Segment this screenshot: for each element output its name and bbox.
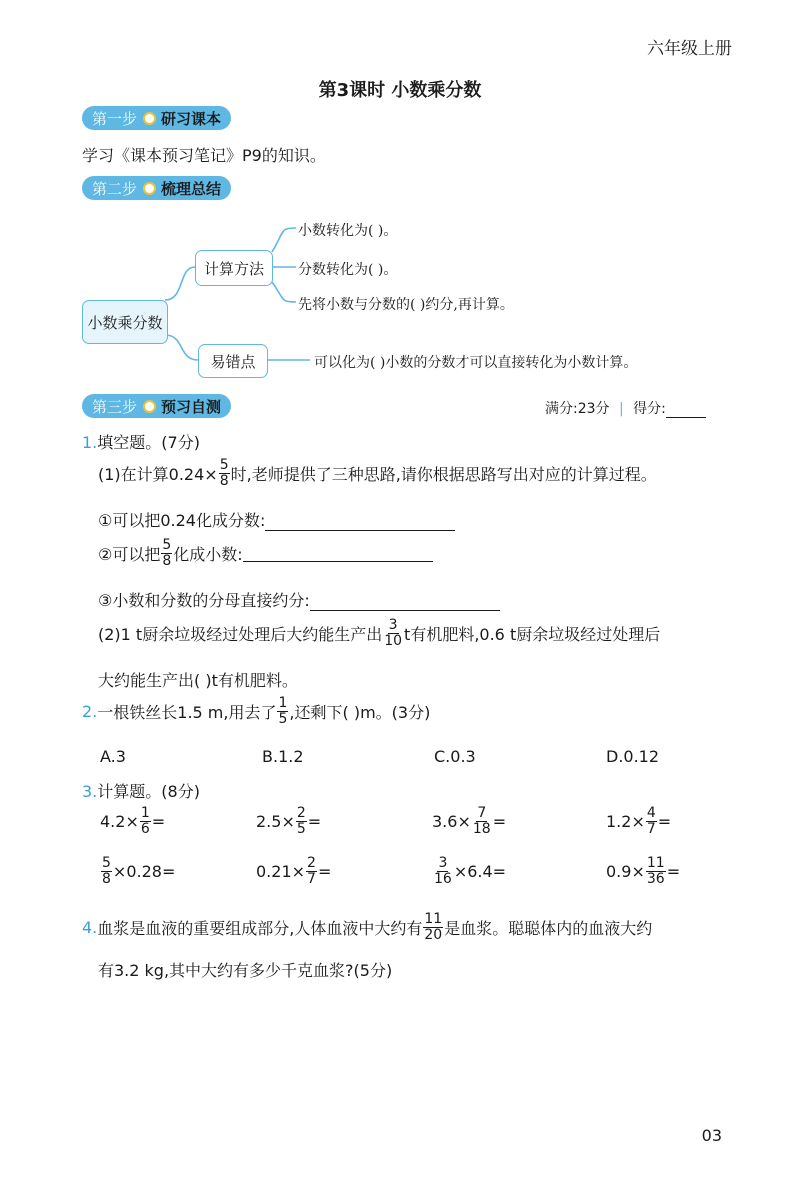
q2-option-d[interactable]: D.0.12 [606,747,660,766]
q1-part2-text: (2)1 t厨余垃圾经过处理后大约能生产出 [98,625,383,645]
q4-text: 血浆是血液的重要组成部分,人体血液中大约有 [97,919,423,939]
calc-prefix: 0.21× [256,862,306,882]
mindmap-method-3: 先将小数与分数的( )约分,再计算。 [298,297,514,313]
numerator: 3 [388,617,398,633]
denominator: 8 [162,553,172,570]
calc-suffix: ×0.28= [112,862,176,882]
q2-text: 一根铁丝长1.5 m,用去了 [97,703,277,723]
score-divider: | [618,401,624,417]
numerator: 11 [424,911,443,927]
mindmap-node-error: 易错点 [198,344,268,378]
calc-item [432,856,506,888]
step1-text: 学习《课本预习笔记》P9的知识。 [82,146,326,165]
q4-question [82,912,652,944]
score-got-label: 得分: [633,401,666,417]
step1-label: 第一步 [92,109,138,128]
grade-label: 六年级上册 [647,39,732,59]
denominator: 5 [296,821,306,838]
calc-item [100,806,165,838]
calc-suffix: = [657,812,672,832]
answer-blank[interactable] [310,594,500,611]
numerator: 5 [162,537,172,553]
denominator: 16 [434,871,452,888]
fraction [296,806,307,838]
calc-suffix: = [666,862,681,882]
q2-text-2: ,还剩下( )m。(3分) [289,703,431,723]
full-score: 满分:23分 [545,401,610,417]
q1-part2 [98,618,660,650]
q1-title-text: 填空题。(7分) [97,433,200,452]
calc-prefix: 1.2× [606,812,645,832]
q1-option3-text: ③小数和分数的分母直接约分: [98,591,310,610]
q1-part2-text-2: t有机肥料,0.6 t厨余垃圾经过处理后 [404,625,661,645]
numerator: 7 [477,805,487,821]
calc-suffix: = [317,862,332,882]
denominator: 18 [472,821,491,838]
numerator: 11 [646,855,665,871]
step2-label: 第二步 [92,179,138,198]
q3-row-1 [0,806,800,850]
calc-item [606,806,671,838]
mindmap-node-method: 计算方法 [195,250,273,286]
q2-question [82,696,430,728]
q1-title [82,430,200,453]
calc-item [606,856,680,888]
step1-name: 研习课本 [161,109,222,128]
page-number: 03 [701,1126,722,1145]
q3-title-text: 计算题。(8分) [97,782,200,801]
fraction [306,856,317,888]
calc-item [256,856,331,888]
numerator: 1 [278,695,288,711]
fraction [383,618,403,650]
lesson-title: 第3课时 小数乘分数 [318,80,482,101]
q4-text-2: 是血浆。聪聪体内的血液大约 [444,919,653,939]
q4-number: 4. [82,918,98,938]
calc-prefix: 3.6× [432,812,471,832]
calc-prefix: 0.9× [606,862,645,882]
answer-blank[interactable] [243,545,433,562]
denominator: 6 [140,821,150,838]
denominator: 36 [646,871,665,888]
fraction [646,806,657,838]
q1-part1-text-2: 时,老师提供了三种思路,请你根据思路写出对应的计算过程。 [230,465,657,485]
calc-item [432,806,506,838]
score-blank[interactable] [666,401,706,418]
denominator: 10 [384,633,403,650]
step3-name: 预习自测 [161,397,222,416]
numerator: 2 [307,855,316,871]
denominator: 8 [219,473,229,490]
bullet-icon [143,400,156,413]
numerator: 5 [219,457,229,473]
numerator: 5 [102,855,111,871]
q2-option-c[interactable]: C.0.3 [434,747,476,766]
mindmap-error-1: 可以化为( )小数的分数才可以直接转化为小数计算。 [314,355,638,371]
q1-number: 1. [82,433,98,452]
fraction [161,538,172,570]
calc-prefix: 2.5× [256,812,295,832]
step2-name: 梳理总结 [161,179,222,198]
fraction [140,806,151,838]
fraction [101,856,112,888]
calc-suffix: = [307,812,322,832]
q2-number: 2. [82,702,98,722]
mindmap-center: 小数乘分数 [82,300,168,344]
fraction [219,458,230,490]
q3-number: 3. [82,782,98,801]
numerator: 1 [140,805,150,821]
q1-option2 [98,538,433,570]
denominator: 8 [102,871,111,888]
fraction [472,806,492,838]
q4-line2: 有3.2 kg,其中大约有多少千克血浆?(5分) [98,961,393,980]
calc-prefix: 4.2× [100,812,139,832]
denominator: 20 [424,927,443,944]
numerator: 4 [646,805,656,821]
q1-option2-text-2: 化成小数: [173,545,243,565]
denominator: 5 [278,711,288,728]
q2-option-b[interactable]: B.1.2 [262,747,304,766]
mindmap-method-2: 分数转化为( )。 [298,262,398,278]
denominator: 7 [307,871,316,888]
answer-blank[interactable] [265,514,455,531]
denominator: 7 [646,821,656,838]
q3-row-2 [0,856,800,900]
q1-option1 [98,508,455,531]
step3-label: 第三步 [92,397,138,416]
calc-item [256,806,321,838]
numerator: 3 [438,855,448,871]
q1-option2-text: ②可以把 [98,545,161,565]
fraction [277,696,288,728]
q1-option1-text: ①可以把0.24化成分数: [98,511,266,530]
q1-part1-text: (1)在计算0.24× [98,465,218,485]
calc-item [100,856,175,888]
calc-suffix: = [492,812,507,832]
q3-title [82,779,200,802]
fraction [646,856,666,888]
calc-suffix: ×6.4= [453,862,507,882]
mindmap-method-1: 小数转化为( )。 [298,223,398,239]
q1-part1 [98,458,657,490]
fraction [433,856,453,888]
q1-option3 [98,588,500,611]
score-line [545,398,706,418]
numerator: 2 [296,805,306,821]
step3-banner [82,394,231,418]
calc-suffix: = [151,812,166,832]
q1-part2-line2: 大约能生产出( )t有机肥料。 [98,671,298,690]
fraction [423,912,443,944]
q2-option-a[interactable]: A.3 [100,747,126,766]
